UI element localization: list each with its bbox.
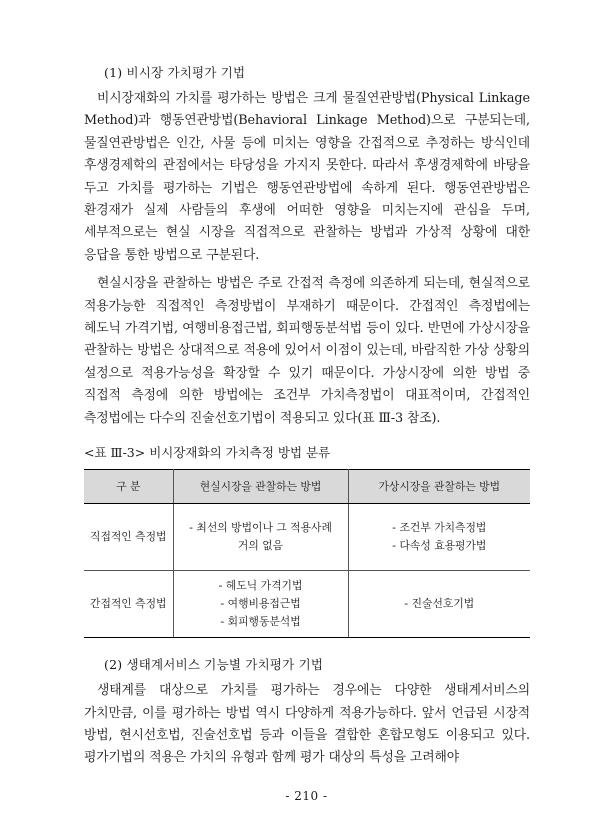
valuation-methods-table	[84, 469, 530, 638]
paragraph-linkage-methods: 비시장재화의 가치를 평가하는 방법은 크게 물질연관방법(Physical Linkage Method)과 행동연관방법(Behavioral Linkage Method)으로 구분되는데, 물질연관방법은 인간, 사물 등에 미치는 영향을 간접적으로 추정하는 방식인데 후생경제학의 관점에서는 타당성을 가지지 못한다. 따라서 후생경제학에 바탕을 두고 가치를 평가하는 기법은 행동연관방법에 속하게 된다. 행동연관방법은 환경재가 실제 사람들의 후생에 어떠한 영향을 미치는지에 관심을 두며, 세부적으로는 현실 시장을 직접적으로 관찰하는 방법과 가상적 상황에 대한 응답을 통한 방법으로 구분된다.	[84, 91, 530, 263]
cell-indirect-virtual	[348, 571, 530, 638]
header-virtual-market: 가상시장을 관찰하는 방법	[348, 470, 530, 504]
paragraph-market-observation: 현실시장을 관찰하는 방법은 주로 간접적 측정에 의존하게 되는데, 현실적으로 적용가능한 직접적인 측정방법이 부재하기 때문이다. 간접적인 측정법에는 헤도닉 가격기법, 여행비용접근법, 회피행동분석법 등이 있다. 반면에 가상시장을 관찰하는 방법은 상대적으로 적용에 있어서 이점이 있는데, 바람직한 가상 상황의 설정으로 적용가능성을 확장할 수 있기 때문이다. 가상시장에 의한 방법 중 직접적 측정에 의한 방법에는 조건부 가치측정법이 대표적이며, 간접적인 측정법에는 다수의 진술선호기법이 적용되고 있다(표 Ⅲ-3 참조).	[84, 276, 530, 426]
section-heading-nonmarket-valuation: (1) 비시장 가치평가 기법	[104, 65, 246, 80]
table-row	[84, 504, 530, 571]
table-header-row	[84, 470, 530, 504]
cell-text: 거의 없음	[237, 539, 284, 553]
cell-text: - 여행비용접근법	[220, 597, 301, 611]
row-label-indirect: 간접적인 측정법	[84, 571, 173, 638]
cell-direct-virtual	[348, 504, 530, 571]
page-number: - 210 -	[285, 789, 328, 803]
section-heading-ecosystem-valuation: (2) 생태계서비스 기능별 가치평가 기법	[104, 657, 324, 673]
paragraph-ecosystem-services: 생태계를 대상으로 가치를 평가하는 경우에는 다양한 생태계서비스의 가치만큼, 이를 평가하는 방법 역시 다양하게 적용가능하다. 앞서 언급된 시장적 방법, 현시선호법, 진술선호법 등과 이들을 결합한 혼합모형도 이용되고 있다. 평가기법의 적용은 가치의 유형과 함께 평가 대상의 특성을 고려해야	[84, 683, 530, 766]
cell-indirect-real	[173, 571, 348, 638]
header-category: 구 분	[84, 470, 173, 504]
cell-text: - 헤도닉 가격기법	[218, 579, 303, 593]
cell-direct-real	[173, 504, 348, 571]
cell-text: - 최선의 방법이나 그 적용사례	[189, 521, 332, 535]
page-body	[84, 64, 530, 770]
cell-text: - 조건부 가치측정법	[392, 521, 487, 535]
header-real-market: 현실시장을 관찰하는 방법	[173, 470, 348, 504]
row-label-direct: 직접적인 측정법	[84, 504, 173, 571]
table-row	[84, 571, 530, 638]
cell-text: - 다속성 효용평가법	[392, 539, 487, 553]
cell-text: - 진술선호기법	[404, 597, 475, 611]
table-caption: <표 Ⅲ-3> 비시장재화의 가치측정 방법 분류	[84, 445, 331, 461]
cell-text: - 회피행동분석법	[220, 615, 301, 629]
